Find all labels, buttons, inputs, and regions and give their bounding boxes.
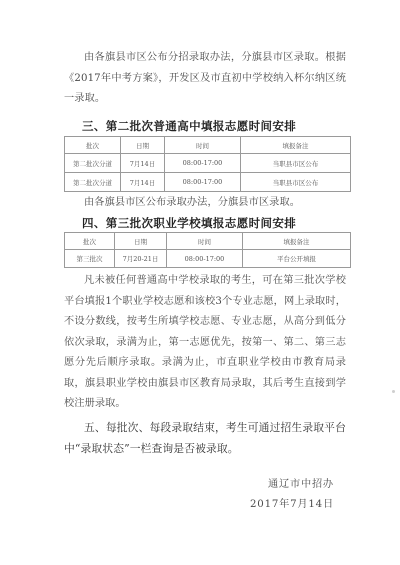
header-cell: 批次: [65, 233, 115, 250]
table-row: [65, 154, 351, 173]
table-cell: 当职县市区公布: [241, 154, 351, 173]
table-cell: 平台公开填报: [243, 250, 351, 268]
header-cell: 批次: [65, 137, 121, 154]
intro-paragraph: 由各旗县市区公布分招录取办法，分旗县市区录取。根据《2017年中考方案》，开发区及市直初中学校纳入杯尔纳区统一录取。: [64, 52, 346, 104]
table-cell: 08:00-17:00: [167, 250, 243, 268]
section3-table: [64, 136, 351, 192]
section5-paragraph: 五、每批次、每段录取结束，考生可通过招生录取平台中“录取状态”一栏查询是否被录取。: [64, 421, 346, 455]
table-cell: 7月14日: [121, 173, 165, 192]
header-cell: 填报备注: [241, 137, 351, 154]
section4-heading: 四、第三批次职业学校填报志愿时间安排: [82, 216, 297, 230]
table-cell: 当职县市区公布: [241, 173, 351, 192]
table-cell: 第二批次分道: [65, 154, 121, 173]
header-cell: 日期: [121, 137, 165, 154]
table-header-row: [65, 137, 351, 154]
header-cell: 时间: [165, 137, 241, 154]
table-cell: 7月20-21日: [115, 250, 167, 268]
table-cell: 08:00-17:00: [165, 173, 241, 192]
scan-speck: [392, 390, 395, 393]
section3-note: 由各旗县市区公布录取办法，分旗县市区录取。: [84, 197, 301, 208]
signature-date: 2017年7月14日: [250, 499, 334, 510]
signature-org: 通辽市中招办: [268, 479, 334, 490]
table-cell: 08:00-17:00: [165, 154, 241, 173]
header-cell: 日期: [115, 233, 167, 250]
table-cell: 7月14日: [121, 154, 165, 173]
header-cell: 时间: [167, 233, 243, 250]
body-paragraph: 凡未被任何普通高中学校录取的考生，可在第三批次学校平台填报1个职业学校志愿和该校3个专业志愿，网上录取时，不设分数线，按考生所填学校志愿、专业志愿，从高分到低分依次录取，录满为止，第一志愿优先，按第一、第二、第三志愿分先后顺序录取。录满为止，市直职业学校由市教育局录取，旗县职业学校由旗县市区教育局录取，其后考生直接到学校注册录取。: [64, 275, 346, 409]
table-row: [65, 250, 351, 268]
section3-heading: 三、第二批次普通高中填报志愿时间安排: [82, 119, 297, 133]
table-cell: 第三批次: [65, 250, 115, 268]
section4-table: [64, 232, 351, 268]
table-header-row: [65, 233, 351, 250]
header-cell: 填报备注: [243, 233, 351, 250]
table-row: [65, 173, 351, 192]
table-cell: 第二批次分道: [65, 173, 121, 192]
